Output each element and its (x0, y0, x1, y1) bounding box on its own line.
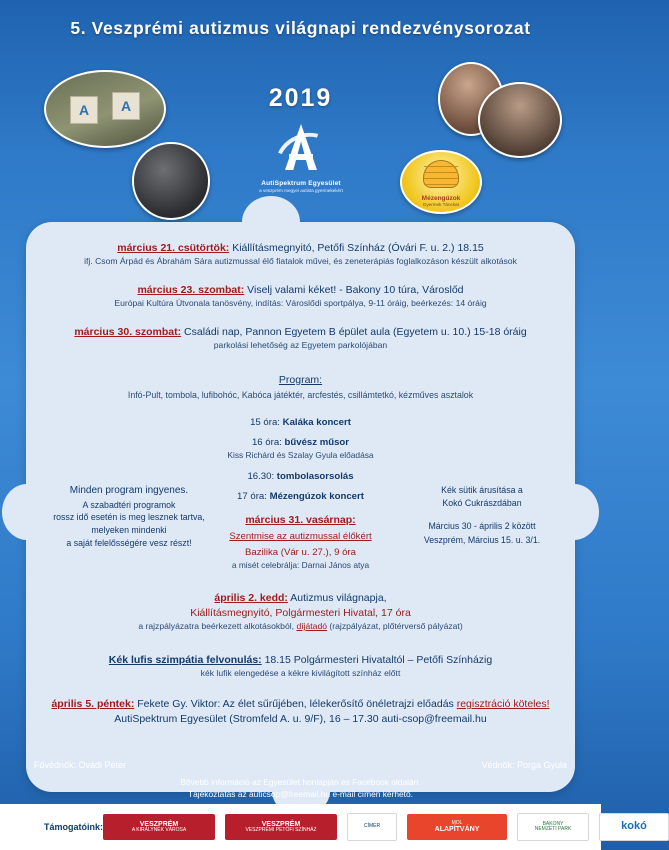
left-note-line-2: rossz idő esetén is meg lesznek tartva, (53, 512, 205, 523)
event-2-rest: Viselj valami kéket! - Bakony 10 túra, Városlőd (244, 284, 464, 296)
program-content (26, 222, 575, 792)
sponsor-logo-2 (225, 814, 337, 840)
program-item-4-name: Mézengúzok koncert (269, 491, 364, 502)
program-item-1-name: Kaláka koncert (282, 417, 351, 428)
event-3-date: március 30. szombat: (74, 326, 182, 338)
parade-line (26, 654, 575, 666)
parade-rest: 18.15 Polgármesteri Hivataltól – Petőfi Színházig (261, 654, 493, 666)
beehive-icon (423, 160, 459, 188)
event-2-line (26, 284, 575, 296)
sponsor-2-name: VESZPRÉM (261, 820, 301, 828)
left-note-line-4: a saját felelősségére vesz részt! (66, 537, 192, 548)
sponsor-logo-3 (347, 813, 397, 841)
event-april-5 (26, 698, 575, 725)
mezenguzok-name: Mézengúzok Gyermek Tánckar (402, 195, 480, 207)
april-2-line-2: Kiállításmegnyitó, Polgármesteri Hivatal, 17 óra (190, 607, 411, 619)
program-item-3-name: tombolasorsolás (276, 471, 354, 482)
event-3-rest: Családi nap, Pannon Egyetem B épület aula (Egyetem u. 10.) 15-18 óráig (181, 326, 527, 338)
photo-man-glasses (132, 142, 210, 220)
sunday-line-2: Bazilika (Vár u. 27.), 9 óra (245, 547, 356, 558)
april-2-line (26, 592, 575, 604)
left-note-line-1: A szabadtéri programok (82, 499, 176, 510)
program-item-2-time: 16 óra: (251, 437, 285, 448)
autispektrum-logo (255, 124, 347, 206)
logo-a-icon (273, 124, 329, 178)
info-line-2: Tájékoztatás az auticsop@freemail.hu e-mail címen kérhető. (188, 789, 413, 800)
sponsor-logo-1 (103, 814, 215, 840)
logo-name: AutiSpektrum Egyesület (261, 180, 341, 187)
program-heading: Program: (278, 374, 323, 386)
sponsor-6-name: kokó (621, 820, 647, 833)
left-note-line-3: melyeken mindenki (91, 525, 167, 535)
sponsor-4-sub: MOL (451, 819, 463, 826)
logo-subtitle: a veszprém megyei autista gyermekekért (259, 188, 343, 193)
right-note (397, 484, 567, 547)
april-2-date: április 2. kedd: (214, 592, 288, 604)
event-2-sub: Európai Kultúra Útvonala tanösvény, indítás: Városlődi sportpálya, 9-11 óráig, beérkezés: 14 óráig (114, 298, 487, 308)
april-2-sub (26, 621, 575, 631)
sponsor-3-name: CÍMER (363, 823, 381, 830)
sunday-date: március 31. vasárnap: (245, 514, 356, 526)
sponsor-5-name: BAKONY (542, 820, 564, 827)
april-5-line-2: AutiSpektrum Egyesület (Stromfeld A. u. 9/F), 16 – 17.30 auti-csop@freemail.hu (114, 713, 487, 725)
program-item-1-time: 15 óra: (250, 417, 283, 428)
april-5-date: április 5. péntek: (51, 698, 135, 710)
program-item-3 (26, 466, 575, 482)
page-title: 5. Veszprémi autizmus világnapi rendezvénysorozat (70, 18, 531, 38)
event-1-date: március 21. csütörtök: (117, 242, 230, 254)
event-1-rest: Kiállításmegnyitó, Petőfi Színház (Óvári F. u. 2.) 18.15 (229, 242, 484, 254)
sunday-line-3: a misét celebrálja: Darnai János atya (231, 560, 370, 570)
sponsor-1-sub: A KIRÁLYNÉK VÁROSA (131, 827, 187, 834)
april-2-sub-post: (rajzpályázat, plőtérverső pályázat) (327, 621, 463, 631)
puzzle-panel (26, 222, 575, 792)
sponsor-1-name: VESZPRÉM (139, 820, 179, 828)
event-3-sub: parkolási lehetőség az Egyetem parkolójában (213, 340, 388, 350)
right-note-line-1: Kék sütik árusítása a (441, 485, 523, 495)
credits (0, 760, 601, 800)
april-2-rest: Autizmus világnapja, (287, 592, 387, 604)
sponsor-4-name: ALAPÍTVÁNY (434, 825, 480, 833)
block-letter-a-1: A (70, 96, 98, 124)
april-5-line (26, 698, 575, 710)
program-item-3-time: 16.30: (247, 471, 277, 482)
year-label: 2019 (268, 84, 333, 112)
sponsor-5-sub: NEMZETI PARK (534, 826, 572, 832)
program-section (26, 374, 575, 400)
sponsors-label: Támogatóink: (44, 822, 104, 832)
sponsor-2-sub: VESZPRÉMI PETŐFI SZÍNHÁZ (245, 827, 317, 834)
event-3 (26, 326, 575, 350)
event-2-date: március 23. szombat: (137, 284, 245, 296)
left-note-heading: Minden program ingyenes. (69, 485, 189, 496)
parade-title: Kék lufis szimpátia felvonulás: (108, 654, 262, 666)
program-item-2-name: bűvész műsor (284, 437, 350, 448)
sponsor-logo-6 (599, 813, 669, 841)
program-item-4-time: 17 óra: (237, 491, 270, 502)
event-1-sub: ifj. Csom Árpád és Ábrahám Sára autizmussal élő fiatalok művei, és zeneterápiás foglalkozáson készült alkotások (84, 256, 517, 266)
mezenguzok-logo (400, 150, 482, 214)
right-note-line-4: Március 30 - április 2 között (428, 521, 536, 532)
april-5-registration: regisztráció köteles! (456, 698, 550, 710)
parade-sub: kék lufik elengedése a kékre kivilágított színház előtt (200, 668, 401, 678)
parade-section (26, 654, 575, 678)
right-note-line-5: Veszprém, Március 15. u. 3/1. (423, 534, 541, 545)
protector-label: Védnök: Porga Gyula (481, 760, 567, 770)
event-1-line (26, 242, 575, 254)
mezenguzok-sub: Gyermek Tánckar (422, 202, 460, 207)
program-item-2 (26, 432, 575, 460)
event-2 (26, 284, 575, 308)
event-3-line (26, 326, 575, 338)
info-line-1: Bővebb információ az Egyesület honlapján és Facebook oldalán. (180, 777, 421, 787)
patron-label: Fővédnök: Ovádi Péter (34, 760, 127, 770)
left-note (34, 484, 224, 550)
sponsor-logo-5 (517, 813, 589, 841)
april-2-sub-pre: a rajzpályázatra beérkezett alkotásokból, (138, 621, 297, 631)
april-5-rest: Fekete Gy. Viktor: Az élet sűrűjében, lélekerősítő önéletrajzi előadás (134, 698, 457, 710)
sunday-line-1: Szentmise az autizmussal élőkért (229, 531, 372, 542)
program-item-1 (26, 412, 575, 428)
sponsor-logo-4 (407, 814, 507, 840)
program-line: Infó-Pult, tombola, lufibohóc, Kabóca játéktér, arcfestés, csillámtetkó, kézműves asztalok (127, 390, 474, 400)
april-2-sub-em: díjátadó (296, 621, 328, 631)
program-item-2-note: Kiss Richárd és Szalay Gyula előadása (227, 450, 374, 460)
right-note-line-2: Kokó Cukrászdában (442, 498, 522, 509)
event-1 (26, 242, 575, 266)
block-letter-a-2: A (112, 92, 140, 120)
event-april-2 (26, 592, 575, 631)
sponsor-bar (0, 804, 647, 850)
